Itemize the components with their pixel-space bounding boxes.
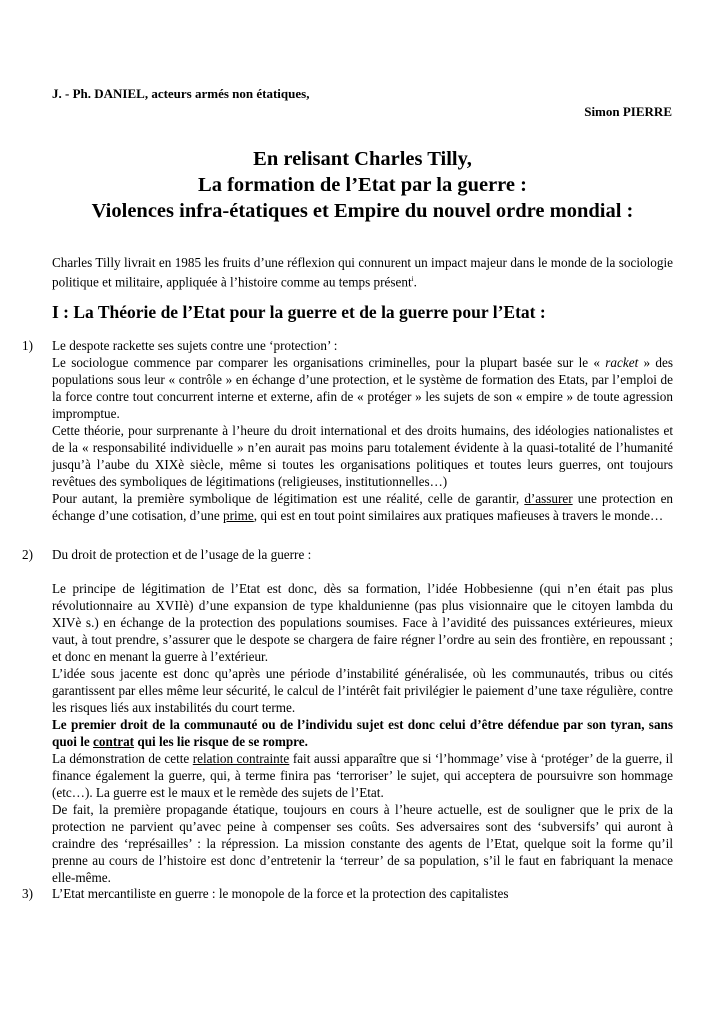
text-run: Pour autant, la première symbolique de légitimation est une réalité, celle de garantir, <box>52 491 525 506</box>
text-run: qui les lie risque de se rompre. <box>134 734 308 749</box>
title-line-2: La formation de l’Etat par la guerre : <box>198 174 527 196</box>
intro-text: Charles Tilly livrait en 1985 les fruits d’une réflexion qui connurent un impact majeur dans le monde de la sociologie politique et militaire, appliquée à l’histoire comme au temps présent <box>52 255 673 290</box>
section-heading: I : La Théorie de l’Etat pour la guerre et de la guerre pour l’Etat : <box>52 302 546 322</box>
document-title <box>0 146 725 224</box>
item-heading: Le despote rackette ses sujets contre une ‘protection’ : <box>52 338 338 353</box>
title-line-3: Violences infra-étatiques et Empire du nouvel ordre mondial : <box>91 200 634 222</box>
paragraph: L’idée sous jacente est donc qu’après une période d’instabilité généralisée, où les communautés, tribus ou cités garantissent par elles même leur sécurité, le calcul de l’intérêt fait privilégier le paiement d’une taxe régulière, contre les risques liés aux instabilités du court terme. <box>52 666 673 715</box>
list-number: 1) <box>22 338 33 353</box>
list-item-body <box>52 546 673 886</box>
list-item-body <box>52 337 673 524</box>
spacer <box>52 563 673 580</box>
italic-term: racket <box>605 355 639 370</box>
footnote-marker[interactable]: i <box>411 275 414 283</box>
underlined-term: relation contrainte <box>192 751 290 766</box>
list-number: 3) <box>22 886 33 901</box>
item-heading: Du droit de protection et de l’usage de la guerre : <box>52 547 312 562</box>
header-author-reference: J. - Ph. DANIEL, acteurs armés non étatiques, <box>52 86 310 101</box>
text-run: Le sociologue commence par comparer les organisations criminelles, pour la plupart basée sur le « <box>52 355 606 370</box>
paragraph <box>52 490 673 524</box>
header-author-name: Simon PIERRE <box>584 104 672 119</box>
paragraph <box>52 354 673 422</box>
text-run: fait aussi apparaître que si ‘l’hommage’ vise à ‘protéger’ de la guerre, il finance également la guerre, qui, à terme finira pas ‘terroriser’ le sujet, qui acceptera de poursuivre son hommage (etc…). La guerre est le maux et le remède des sujets de l’Etat. <box>52 751 673 800</box>
intro-end: . <box>413 274 417 290</box>
bold-paragraph <box>52 716 673 750</box>
underlined-term: prime <box>223 508 254 523</box>
paragraph: Le principe de légitimation de l’Etat est donc, dès sa formation, l’idée Hobbesienne (qui n’en était pas plus révolutionnaire au XVIIè) d’une expansion de type khaldunienne (pas plus visionnaire que le citoyen lambda du XIVè s.) en échange de la protection des populations soumises. Face à l’avidité des puissances extérieures, mieux vaut, à tout prendre, s’assurer que le despote se chargera de faire régner l’ordre au sein des frontière, en repoussant ; et donc en menant la guerre à l’extérieur. <box>52 581 673 664</box>
underlined-term: contrat <box>93 734 135 749</box>
text-run: une protection en échange d’une cotisation, d’une <box>52 491 674 523</box>
intro-paragraph <box>52 254 673 290</box>
paragraph: De fait, la première propagande étatique, toujours en cours à l’heure actuelle, est de souligner que le prix de la protection ne parvient qu’avec peine à compenser ses coûts. Ses adversaires sont des ‘subversifs’ qui auront à craindre des ‘représailles’ : la répression. La mission constante des agents de l’Etat, quelque soit la forme qu’il prenne au cours de l’histoire est donc d’entretenir la ‘terreur’ de sa population, s’il le faut en fabriquant la menace elle-même. <box>52 802 673 885</box>
list-item-body <box>52 885 673 902</box>
text-run: » des populations sous leur « contrôle » en échange d’une protection, et le système de formation des Etats, par l’emploi de la force contre tout concurrent interne et externe, afin de « protéger » les sujets de son « empire » de toute agression impromptue. <box>52 355 673 421</box>
title-line-1: En relisant Charles Tilly, <box>253 148 472 170</box>
paragraph <box>52 750 673 801</box>
text-run: , qui est en tout point similaires aux pratiques mafieuses à travers le monde… <box>253 508 664 523</box>
underlined-term: d’assurer <box>524 491 573 506</box>
item-heading: L’Etat mercantiliste en guerre : le monopole de la force et la protection des capitalistes <box>52 886 509 901</box>
text-run: Le premier droit de la communauté ou de l’individu sujet est donc celui d’être défendue par son tyran, sans quoi le <box>52 717 673 749</box>
text-run: La démonstration de cette <box>52 751 193 766</box>
list-number: 2) <box>22 547 33 562</box>
paragraph: Cette théorie, pour surprenante à l’heure du droit international et des droits humains, des idéologies nationalistes et de la « responsabilité individuelle » n’en aurait pas moins paru totalement évidente à la quasi-totalité de l’humanité jusqu’à l’aube du XIXè siècle, même si toutes les organisations politiques et toutes leurs guerres, ont toujours revêtues des symboliques de légitimations (religieuses, institutionnelles…) <box>52 423 673 489</box>
